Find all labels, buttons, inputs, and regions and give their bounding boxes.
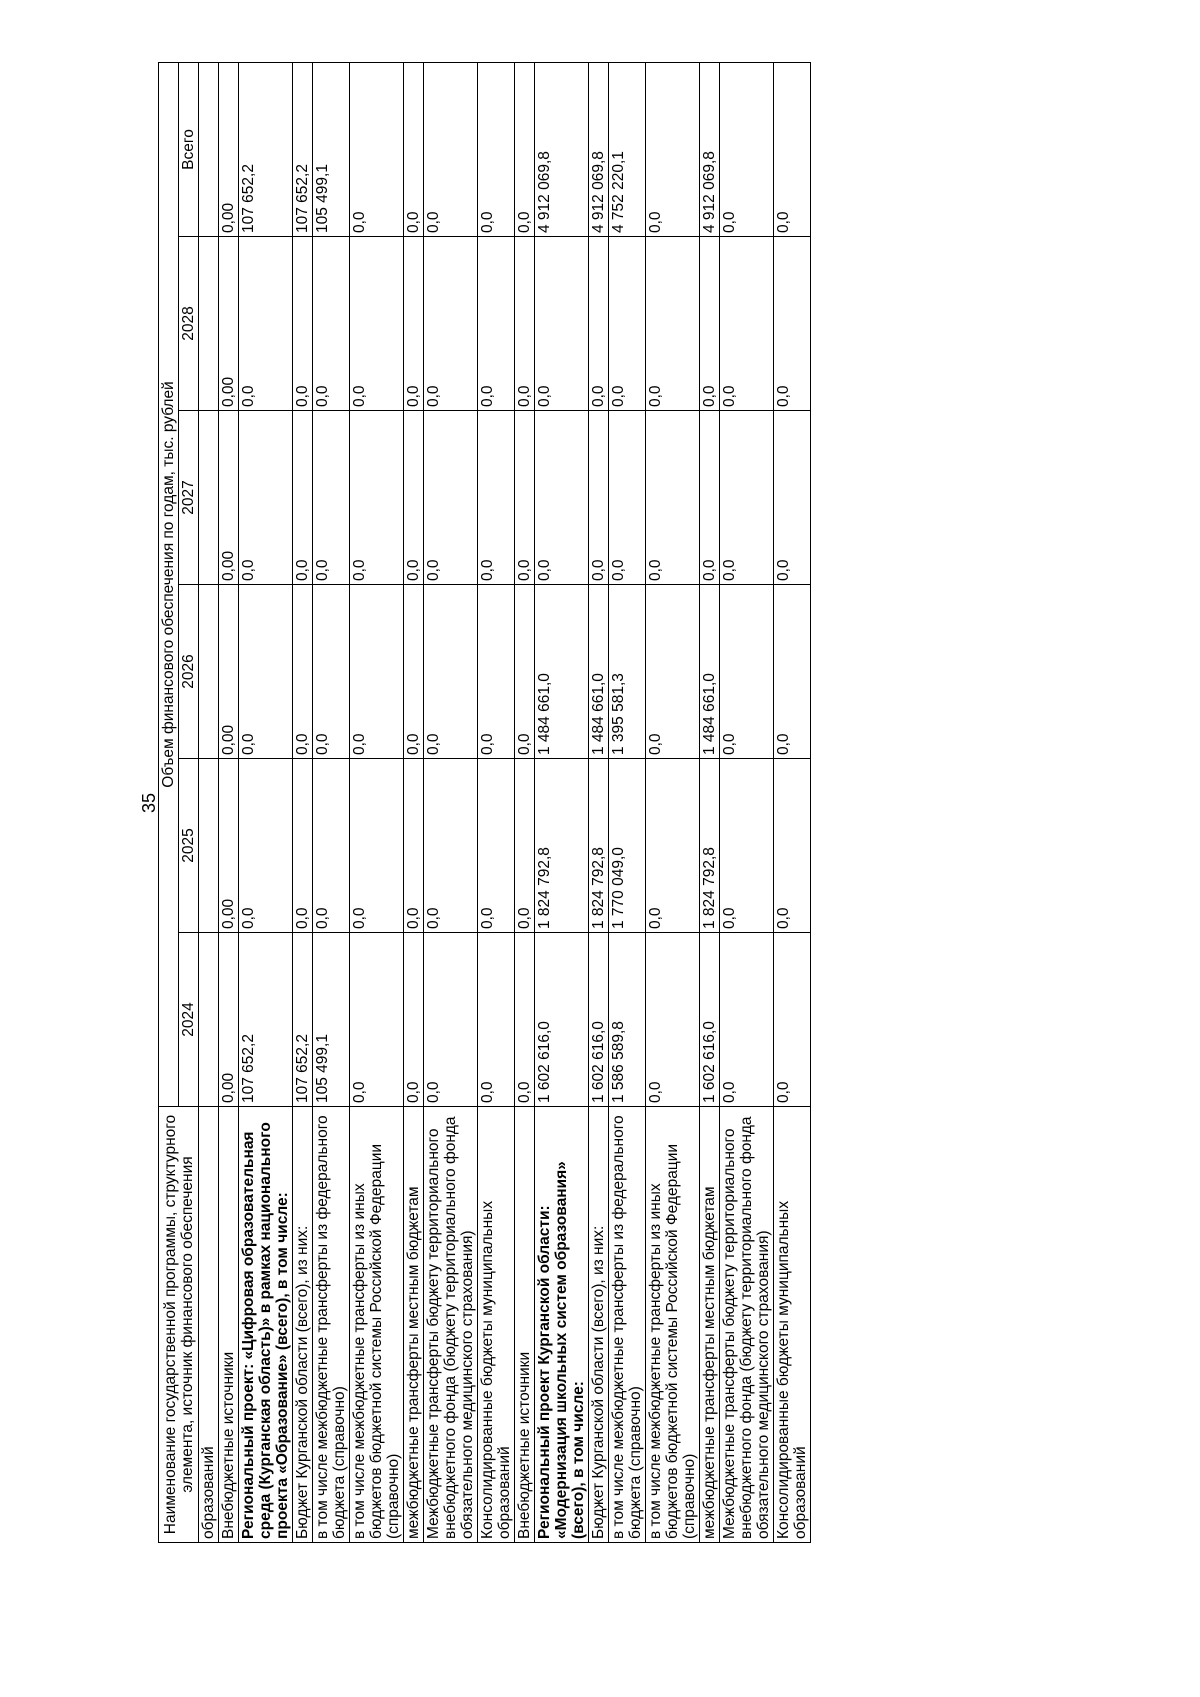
year-value-cell: 0,0 [646,585,700,759]
name-column-header: Наименование государственной программы, структурного элемента, источник финансового обеспечения [159,1107,199,1543]
total-value-cell [199,63,219,237]
year-value-cell: 0,00 [219,237,239,411]
year-value-cell: 0,0 [478,585,515,759]
year-value-cell [199,933,219,1107]
year-value-cell [199,237,219,411]
year-value-cell: 0,0 [293,759,313,933]
year-value-cell: 0,0 [404,933,424,1107]
year-value-cell: 0,0 [478,759,515,933]
year-value-cell: 0,0 [646,411,700,585]
header-row [159,63,179,1543]
row-name-cell: в том числе межбюджетные трансферты из федерального бюджета (справочно) [313,1107,350,1543]
year-value-cell: 0,0 [589,411,609,585]
year-value-cell: 0,00 [219,933,239,1107]
year-value-cell: 0,0 [404,237,424,411]
year-value-cell: 0,00 [219,411,239,585]
year-value-cell: 1 602 616,0 [700,933,720,1107]
year-value-cell: 0,00 [219,759,239,933]
row-name-cell: межбюджетные трансферты местным бюджетам [404,1107,424,1543]
year-value-cell: 0,0 [313,759,350,933]
year-value-cell: 0,0 [535,237,589,411]
year-value-cell: 0,0 [239,585,293,759]
total-value-cell: 107 652,2 [293,63,313,237]
total-value-cell: 4 752 220,1 [609,63,646,237]
year-value-cell: 0,0 [350,411,404,585]
year-value-cell: 0,0 [350,585,404,759]
table-row [535,63,589,1543]
year-value-cell: 0,0 [424,933,478,1107]
year-value-cell: 1 586 589,8 [609,933,646,1107]
year-value-cell: 0,0 [609,411,646,585]
row-name-cell: Региональный проект Курганской области: «Модернизация школьных систем образования» (всего), в том числе: [535,1107,589,1543]
row-name-cell: Региональный проект: «Цифровая образовательная среда (Курганская область)» в рамках национального проекта «Образование» (всего), в том числе: [239,1107,293,1543]
total-header: Всего [179,63,199,237]
year-value-cell: 0,0 [700,411,720,585]
year-value-cell: 0,0 [700,237,720,411]
table-body [199,63,811,1543]
year-value-cell: 0,0 [404,411,424,585]
year-value-cell: 1 824 792,8 [589,759,609,933]
volume-column-header: Объем финансового обеспечения по годам, тыс. рублей [159,63,179,1107]
year-value-cell: 0,0 [404,585,424,759]
total-value-cell: 0,0 [774,63,811,237]
year-header: 2027 [179,411,199,585]
total-value-cell: 0,0 [478,63,515,237]
row-name-cell: в том числе межбюджетные трансферты из федерального бюджета (справочно) [609,1107,646,1543]
year-value-cell: 0,0 [515,237,535,411]
table-row [424,63,478,1543]
total-value-cell: 0,0 [424,63,478,237]
year-value-cell: 0,0 [424,237,478,411]
year-value-cell: 0,0 [515,933,535,1107]
year-value-cell: 1 484 661,0 [535,585,589,759]
year-value-cell: 1 770 049,0 [609,759,646,933]
table-row [515,63,535,1543]
total-value-cell: 4 912 069,8 [535,63,589,237]
table-row [199,63,219,1543]
year-header: 2028 [179,237,199,411]
table-row [700,63,720,1543]
table-row [239,63,293,1543]
year-value-cell [199,759,219,933]
row-name-cell: Консолидированные бюджеты муниципальных образований [478,1107,515,1543]
row-name-cell: Межбюджетные трансферты бюджету территориального внебюджетного фонда (бюджету территориального фонда обязательного медицинского страхования) [720,1107,774,1543]
year-value-cell: 0,0 [646,759,700,933]
year-value-cell: 0,0 [478,411,515,585]
year-value-cell: 0,0 [720,759,774,933]
year-value-cell: 0,0 [424,585,478,759]
year-value-cell: 0,0 [239,237,293,411]
row-name-cell: Бюджет Курганской области (всего), из них: [293,1107,313,1543]
row-name-cell: в том числе межбюджетные трансферты из иных бюджетов бюджетной системы Российской Федерации (справочно) [646,1107,700,1543]
year-value-cell: 105 499,1 [313,933,350,1107]
table-row [774,63,811,1543]
year-value-cell: 0,0 [720,411,774,585]
total-value-cell: 0,0 [404,63,424,237]
table-row [589,63,609,1543]
table-row [313,63,350,1543]
year-value-cell: 0,0 [350,933,404,1107]
year-value-cell: 0,0 [720,585,774,759]
year-value-cell [199,411,219,585]
year-value-cell: 0,0 [350,759,404,933]
year-value-cell: 1 484 661,0 [700,585,720,759]
year-value-cell: 0,0 [478,933,515,1107]
year-header: 2024 [179,933,199,1107]
year-value-cell: 0,0 [313,411,350,585]
year-value-cell: 0,0 [404,759,424,933]
year-value-cell: 0,0 [774,411,811,585]
year-value-cell: 0,0 [313,585,350,759]
total-value-cell: 0,0 [515,63,535,237]
year-value-cell [199,585,219,759]
year-value-cell: 0,0 [774,585,811,759]
year-value-cell: 0,0 [515,585,535,759]
year-value-cell: 0,0 [609,237,646,411]
year-value-cell: 0,00 [219,585,239,759]
year-value-cell: 1 824 792,8 [535,759,589,933]
year-value-cell: 0,0 [774,933,811,1107]
table-row [646,63,700,1543]
year-value-cell: 0,0 [774,759,811,933]
year-value-cell: 1 395 581,3 [609,585,646,759]
year-value-cell: 0,0 [646,237,700,411]
year-value-cell: 0,0 [720,237,774,411]
year-value-cell: 107 652,2 [293,933,313,1107]
year-value-cell: 1 602 616,0 [589,933,609,1107]
year-value-cell: 0,0 [774,237,811,411]
year-value-cell: 0,0 [239,759,293,933]
year-value-cell: 0,0 [293,237,313,411]
year-value-cell: 0,0 [535,411,589,585]
year-value-cell: 0,0 [313,237,350,411]
total-value-cell: 107 652,2 [239,63,293,237]
table-row [293,63,313,1543]
table-row [404,63,424,1543]
table-row [350,63,404,1543]
row-name-cell: Внебюджетные источники [515,1107,535,1543]
table-row [478,63,515,1543]
total-value-cell: 0,00 [219,63,239,237]
year-header: 2026 [179,585,199,759]
year-value-cell: 0,0 [646,933,700,1107]
year-value-cell: 0,0 [424,411,478,585]
total-value-cell: 0,0 [350,63,404,237]
row-name-cell: Межбюджетные трансферты бюджету территориального внебюджетного фонда (бюджету территориального фонда обязательного медицинского страхования) [424,1107,478,1543]
year-value-cell: 1 824 792,8 [700,759,720,933]
table-row [219,63,239,1543]
row-name-cell: образований [199,1107,219,1543]
year-value-cell: 0,0 [720,933,774,1107]
total-value-cell: 0,0 [720,63,774,237]
year-value-cell: 0,0 [293,585,313,759]
year-value-cell: 0,0 [293,411,313,585]
financing-table [158,62,811,1543]
row-name-cell: Бюджет Курганской области (всего), из них: [589,1107,609,1543]
row-name-cell: Внебюджетные источники [219,1107,239,1543]
year-value-cell: 0,0 [515,411,535,585]
year-value-cell: 0,0 [350,237,404,411]
row-name-cell: межбюджетные трансферты местным бюджетам [700,1107,720,1543]
table-row [609,63,646,1543]
year-value-cell: 1 484 661,0 [589,585,609,759]
total-value-cell: 105 499,1 [313,63,350,237]
document-page [140,63,1140,1543]
year-value-cell: 0,0 [589,237,609,411]
year-value-cell: 0,0 [515,759,535,933]
year-value-cell: 0,0 [239,411,293,585]
year-value-cell: 1 602 616,0 [535,933,589,1107]
table-row [720,63,774,1543]
total-value-cell: 0,0 [646,63,700,237]
total-value-cell: 4 912 069,8 [700,63,720,237]
total-value-cell: 4 912 069,8 [589,63,609,237]
page-number: 35 [139,792,159,814]
year-value-cell: 107 652,2 [239,933,293,1107]
year-value-cell: 0,0 [478,237,515,411]
row-name-cell: Консолидированные бюджеты муниципальных образований [774,1107,811,1543]
year-header: 2025 [179,759,199,933]
year-value-cell: 0,0 [424,759,478,933]
row-name-cell: в том числе межбюджетные трансферты из иных бюджетов бюджетной системы Российской Федерации (справочно) [350,1107,404,1543]
